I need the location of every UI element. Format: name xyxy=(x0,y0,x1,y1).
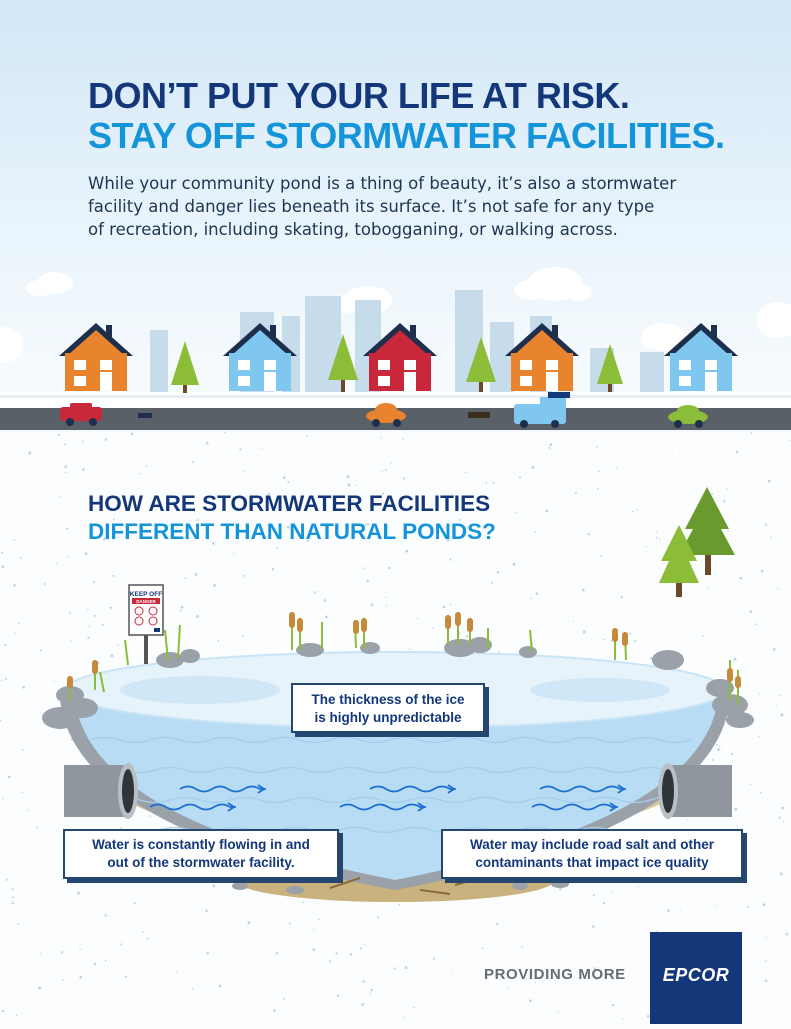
storm-drain xyxy=(138,413,152,418)
house-orange-1 xyxy=(59,323,133,391)
sign-text-keep-off: KEEP OFF xyxy=(129,591,163,598)
headline-line-2: STAY OFF STORMWATER FACILITIES. xyxy=(88,115,725,156)
keep-off-sign xyxy=(128,584,164,664)
intro-line-3: of recreation, including skating, tobogganing, or walking across. xyxy=(88,220,618,239)
logo-text: EPCOR xyxy=(662,965,730,985)
callout-salt-line-1: Water may include road salt and other xyxy=(469,837,715,852)
callout-salt-line-2: contaminants that impact ice quality xyxy=(475,855,709,870)
intro-line-1: While your community pond is a thing of beauty, it’s also a stormwater xyxy=(88,174,677,193)
storm-drain xyxy=(468,412,490,418)
headline-line-1: DON’T PUT YOUR LIFE AT RISK. xyxy=(88,75,630,116)
section-title-line-1: HOW ARE STORMWATER FACILITIES xyxy=(88,491,491,516)
callout-ice-line-1: The thickness of the ice xyxy=(311,692,465,707)
callout-water-flow xyxy=(63,829,339,879)
callout-road-salt xyxy=(441,829,743,879)
inlet-pipe xyxy=(64,763,138,819)
callout-flow-line-2: out of the stormwater facility. xyxy=(107,855,295,870)
section-title-line-2: DIFFERENT THAN NATURAL PONDS? xyxy=(88,519,496,544)
street-scene-illustration xyxy=(0,255,791,445)
callout-ice-line-2: is highly unpredictable xyxy=(314,710,462,725)
intro-paragraph xyxy=(88,172,728,241)
epcor-logo xyxy=(650,932,742,1024)
outlet-pipe xyxy=(658,763,732,819)
callout-flow-line-1: Water is constantly flowing in and xyxy=(92,837,310,852)
sidewalk xyxy=(0,392,791,408)
headline xyxy=(88,76,725,156)
callout-ice-thickness xyxy=(291,683,485,733)
tagline: PROVIDING MORE xyxy=(484,966,626,983)
sign-text-danger: DANGER xyxy=(136,599,156,604)
intro-line-2: facility and danger lies beneath its surface. It’s not safe for any type xyxy=(88,197,655,216)
section-title xyxy=(88,490,496,546)
house-orange-2 xyxy=(505,323,579,391)
